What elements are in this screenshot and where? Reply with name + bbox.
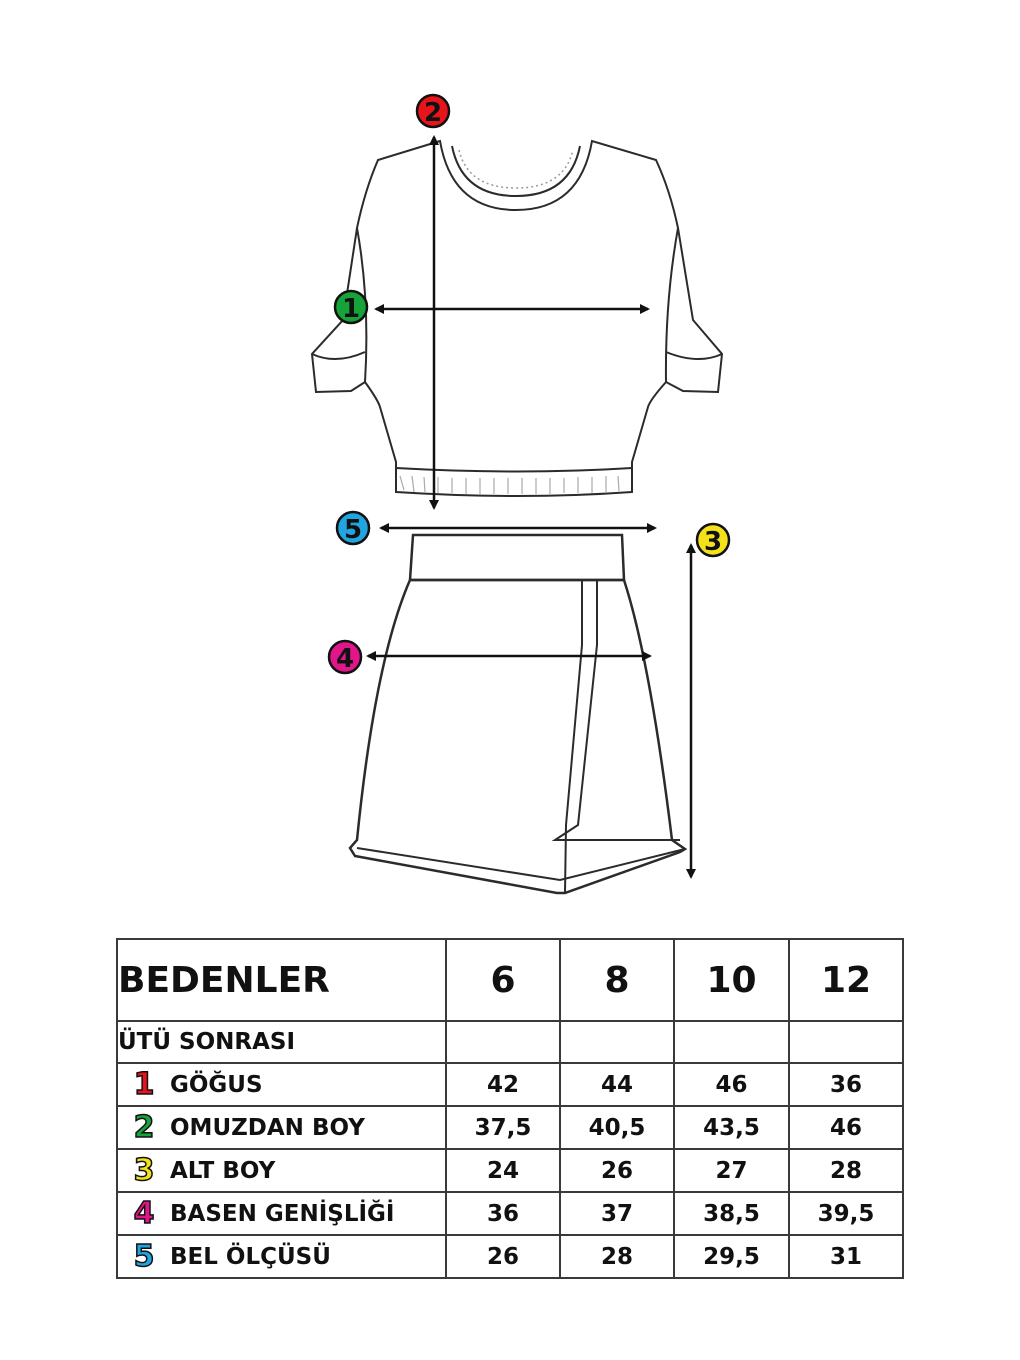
table-cell: 27 bbox=[674, 1149, 789, 1192]
row-label: OMUZDAN BOY bbox=[170, 1114, 365, 1141]
table-cell: 44 bbox=[560, 1063, 674, 1106]
table-header-row bbox=[117, 939, 903, 1021]
table-cell bbox=[789, 1021, 903, 1063]
header-label: BEDENLER bbox=[117, 939, 446, 1021]
row-label-cell bbox=[117, 1192, 446, 1235]
table-cell: 43,5 bbox=[674, 1106, 789, 1149]
marker-4 bbox=[329, 641, 361, 674]
table-cell: 36 bbox=[446, 1192, 560, 1235]
marker-3-label: 3 bbox=[703, 527, 723, 557]
table-cell: 24 bbox=[446, 1149, 560, 1192]
size-table bbox=[116, 938, 904, 1279]
table-cell: 40,5 bbox=[560, 1106, 674, 1149]
table-cell bbox=[674, 1021, 789, 1063]
row-label-cell bbox=[117, 1235, 446, 1278]
tshirt-cuff-left bbox=[312, 352, 365, 359]
marker-2 bbox=[417, 95, 449, 128]
table-row bbox=[117, 1149, 903, 1192]
skirt-wrap-edge bbox=[555, 580, 680, 840]
row-label-cell bbox=[117, 1106, 446, 1149]
row-number-badge: 1 bbox=[133, 1066, 155, 1102]
row-label: BASEN GENİŞLİĞİ bbox=[170, 1200, 395, 1227]
tshirt-body-outline bbox=[312, 141, 722, 496]
marker-5-label: 5 bbox=[343, 515, 363, 545]
table-cell: 31 bbox=[789, 1235, 903, 1278]
measurement-arrows bbox=[368, 137, 691, 877]
table-row bbox=[117, 1063, 903, 1106]
row-label: BEL ÖLÇÜSÜ bbox=[170, 1243, 331, 1270]
marker-5 bbox=[337, 512, 369, 545]
table-cell: 26 bbox=[560, 1149, 674, 1192]
marker-1-label: 1 bbox=[341, 294, 361, 324]
marker-2-label: 2 bbox=[423, 98, 443, 128]
table-note-row bbox=[117, 1021, 903, 1063]
tshirt-hem-band bbox=[396, 468, 632, 472]
table-cell: 36 bbox=[789, 1063, 903, 1106]
row-number-badge: 3 bbox=[133, 1152, 155, 1188]
row-label: GÖĞUS bbox=[170, 1071, 263, 1098]
row-number-badge: 5 bbox=[133, 1238, 155, 1274]
table-cell: 29,5 bbox=[674, 1235, 789, 1278]
row-label-cell bbox=[117, 1149, 446, 1192]
table-row bbox=[117, 1192, 903, 1235]
skirt-hem-line bbox=[357, 848, 685, 880]
row-number-badge: 2 bbox=[133, 1109, 155, 1145]
row-label-cell bbox=[117, 1063, 446, 1106]
table-cell: 42 bbox=[446, 1063, 560, 1106]
table-row bbox=[117, 1235, 903, 1278]
size-col-6: 6 bbox=[446, 939, 560, 1021]
tshirt-sleeve-seam-right bbox=[666, 228, 678, 382]
table-cell: 46 bbox=[674, 1063, 789, 1106]
table-cell: 37 bbox=[560, 1192, 674, 1235]
row-number-badge: 4 bbox=[133, 1195, 155, 1231]
table-cell: 28 bbox=[789, 1149, 903, 1192]
tshirt-neck-rib bbox=[459, 150, 573, 188]
row-label: ALT BOY bbox=[170, 1157, 276, 1184]
marker-4-label: 4 bbox=[335, 644, 355, 674]
skirt-waistband bbox=[410, 535, 624, 580]
skirt-wrap-panel bbox=[565, 580, 582, 893]
size-col-12: 12 bbox=[789, 939, 903, 1021]
table-row bbox=[117, 1106, 903, 1149]
tshirt-neckline-inner bbox=[452, 146, 580, 196]
table-cell bbox=[560, 1021, 674, 1063]
size-col-8: 8 bbox=[560, 939, 674, 1021]
skirt-body-outline bbox=[350, 580, 685, 893]
table-cell: 37,5 bbox=[446, 1106, 560, 1149]
marker-1 bbox=[335, 291, 367, 324]
tshirt-drawing bbox=[312, 141, 722, 496]
table-cell: 46 bbox=[789, 1106, 903, 1149]
marker-3 bbox=[697, 524, 729, 557]
table-cell: 28 bbox=[560, 1235, 674, 1278]
tshirt-cuff-right bbox=[666, 352, 722, 359]
note-label: ÜTÜ SONRASI bbox=[117, 1021, 446, 1063]
table-cell bbox=[446, 1021, 560, 1063]
table-cell: 39,5 bbox=[789, 1192, 903, 1235]
table-cell: 26 bbox=[446, 1235, 560, 1278]
skirt-drawing bbox=[350, 535, 685, 893]
size-col-10: 10 bbox=[674, 939, 789, 1021]
table-cell: 38,5 bbox=[674, 1192, 789, 1235]
